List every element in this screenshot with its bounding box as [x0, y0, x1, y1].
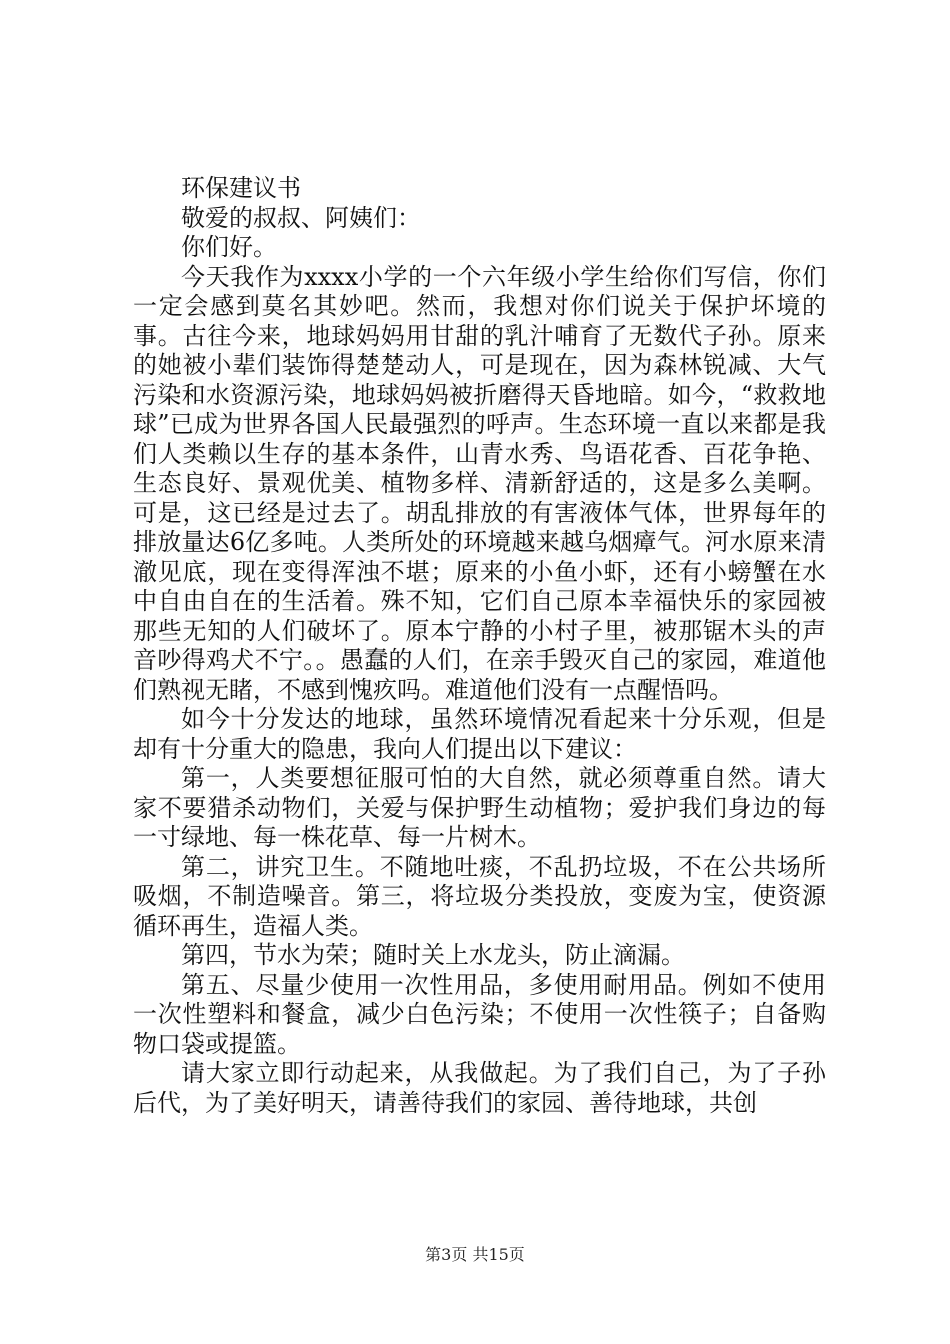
paragraph-intro: 今天我作为xxxx小学的一个六年级小学生给你们写信，你们一定会感到莫名其妙吧。然而，我想对你们说关于保护坏境的事。古往今来，地球妈妈用甘甜的乳汁哺育了无数代子孙。原来的她被小辈们装饰得楚楚动人，可是现在，因为森林锐减、大气污染和水资源污染，地球妈妈被折磨得天昏地暗。如今，“救救地球”已成为世界各国人民最强烈的呼声。生态环境一直以来都是我们人类赖以生存的基本条件，山青水秀、鸟语花香、百花争艳、生态良好、景观优美、植物多样、清新舒适的，这是多么美啊。可是，这已经是过去了。胡乱排放的有害液体气体，世界每年的排放量达6亿多吨。人类所处的环境越来越乌烟瘴气。河水原来清澈见底，现在变得浑浊不堪；原来的小鱼小虾，还有小螃蟹在水中自由自在的生活着。殊不知，它们自己原本幸福快乐的家园被那些无知的人们破坏了。原本宁静的小村子里，被那锯木头的声音吵得鸡犬不宁。。愚蠢的人们，在亲手毁灭自己的家园，难道他们熟视无睹，不感到愧疚吗。难道他们没有一点醒悟吗。	[133, 262, 826, 704]
paragraph-suggestion-5: 第五、尽量少使用一次性用品，多使用耐用品。例如不使用一次性塑料和餐盒，减少白色污染；不使用一次性筷子；自备购物口袋或提篮。	[133, 970, 826, 1058]
greeting: 你们好。	[181, 233, 277, 261]
salutation: 敬爱的叔叔、阿姨们：	[181, 203, 421, 232]
paragraph-suggestion-2-3: 第二，讲究卫生。不随地吐痰，不乱扔垃圾，不在公共场所吸烟，不制造噪音。第三，将垃圾分类投放，变废为宝，使资源循环再生，造福人类。	[133, 852, 826, 940]
paragraph-suggestion-1: 第一，人类要想征服可怕的大自然，就必须尊重自然。请大家不要猎杀动物们，关爱与保护野生动植物；爱护我们身边的每一寸绿地、每一株花草、每一片树木。	[133, 764, 826, 851]
document-body	[133, 174, 826, 1118]
paragraph-suggestion-4: 第四，节水为荣；随时关上水龙头，防止滴漏。	[181, 941, 685, 969]
document-title: 环保建议书	[181, 174, 301, 202]
page-number-footer: 第3页 共15页	[425, 1245, 525, 1264]
paragraph-suggestion-lead: 如今十分发达的地球，虽然环境情况看起来十分乐观，但是却有十分重大的隐患，我向人们提出以下建议：	[133, 705, 826, 763]
paragraph-closing: 请大家立即行动起来，从我做起。为了我们自己，为了子孙后代，为了美好明天，请善待我们的家园、善待地球，共创	[133, 1059, 826, 1117]
